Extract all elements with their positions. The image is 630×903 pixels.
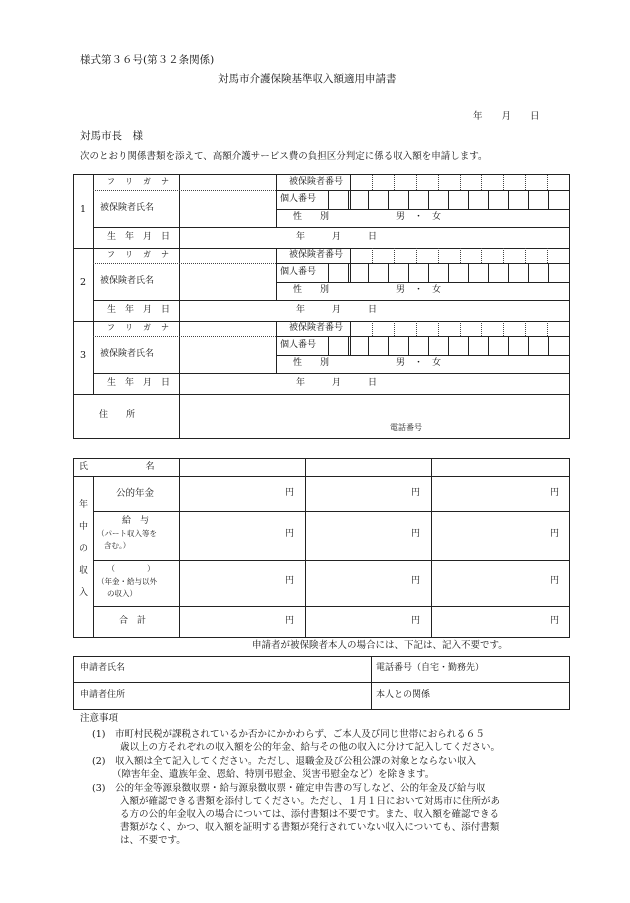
birth-date-value: 年 月 日 xyxy=(296,232,378,242)
salary-label: 給 与 xyxy=(122,516,150,526)
other-note-1: （年金・給与以外 xyxy=(97,577,157,586)
insured-number-label: 被保険者番号 xyxy=(289,323,344,333)
note-3b: 入額が確認できる書類を添付してください。ただし、１月１日において対馬市に住所があ xyxy=(120,796,501,807)
total-label: 合 計 xyxy=(119,616,147,626)
yen-unit: 円 xyxy=(411,576,421,586)
note-2b: （障害年金、遺族年金、恩給、特別弔慰金、災害弔慰金など）を除きます。 xyxy=(112,769,435,780)
applicant-phone-label: 電話番号（自宅・勤務先） xyxy=(376,663,485,673)
applicant-name-label: 申請者氏名 xyxy=(80,663,126,673)
intro-text: 次のとおり関係書類を添えて、高額介護サービス費の負担区分判定に係る収入額を申請します。 xyxy=(80,151,488,162)
addressee: 対馬市長 様 xyxy=(80,130,143,142)
personal-number-label: 個人番号 xyxy=(280,267,317,277)
date-line: 年 月 日 xyxy=(473,111,540,122)
income-side-char: 収 xyxy=(79,566,89,576)
form-title: 対馬市介護保険基準収入額適用申請書 xyxy=(218,73,397,85)
insured-persons-table xyxy=(73,174,570,439)
income-side-char: 年 xyxy=(79,500,89,510)
yen-unit: 円 xyxy=(550,576,560,586)
yen-unit: 円 xyxy=(285,616,295,626)
applicant-table xyxy=(73,656,570,710)
applicant-relation-label: 本人との関係 xyxy=(376,690,431,700)
birth-date-label: 生 年 月 日 xyxy=(107,378,171,388)
yen-unit: 円 xyxy=(411,616,421,626)
yen-unit: 円 xyxy=(411,529,421,539)
birth-date-label: 生 年 月 日 xyxy=(107,232,171,242)
other-label: （ ） xyxy=(107,564,155,573)
salary-note-2: 含む。） xyxy=(104,541,131,550)
gender-label: 性 別 xyxy=(293,285,330,295)
furigana-label: フ リ ガ ナ xyxy=(107,323,170,332)
birth-date-label: 生 年 月 日 xyxy=(107,305,171,315)
income-side-char: 中 xyxy=(79,522,89,532)
other-note-2: の収入） xyxy=(107,589,137,598)
applicant-address-label: 申請者住所 xyxy=(80,690,126,700)
note-1b: 歳以上の方それぞれの収入額を公的年金、給与その他の収入に分けて記入してください。 xyxy=(120,742,501,753)
yen-unit: 円 xyxy=(411,488,421,498)
personal-number-label: 個人番号 xyxy=(280,340,317,350)
yen-unit: 円 xyxy=(285,576,295,586)
birth-date-value: 年 月 日 xyxy=(296,305,378,315)
income-table xyxy=(73,458,570,638)
note-3a: (3) 公的年金等源泉徴収票・給与源泉徴収票・確定申告書の写しなど、公的年金及び給与収 xyxy=(92,783,486,794)
note-1a: (1) 市町村民税が課税されているか否かにかかわらず、ご本人及び同じ世帯におられる６５ xyxy=(92,729,485,740)
pension-label: 公的年金 xyxy=(116,488,155,499)
insured-number-label: 被保険者番号 xyxy=(289,177,344,187)
note-2a: (2) 収入額は全て記入してください。ただし、退職金及び公租公課の対象とならない収入 xyxy=(92,756,476,767)
note-3e: は、不要です。 xyxy=(120,835,186,846)
income-name-label: 氏 名 xyxy=(79,462,156,472)
yen-unit: 円 xyxy=(285,529,295,539)
phone-number-label: 電話番号 xyxy=(390,423,422,432)
yen-unit: 円 xyxy=(285,488,295,498)
insured-number-label: 被保険者番号 xyxy=(289,250,344,260)
birth-date-value: 年 月 日 xyxy=(296,378,378,388)
yen-unit: 円 xyxy=(550,488,560,498)
gender-label: 性 別 xyxy=(293,358,330,368)
note-3d: 書類がなく、かつ、収入額を証明する書類が発行されていない収入についても、添付書類 xyxy=(120,822,500,833)
salary-note-1: （パート収入等を xyxy=(97,529,157,538)
gender-label: 性 別 xyxy=(293,212,330,222)
gender-options: 男 ・ 女 xyxy=(396,358,442,368)
gender-options: 男 ・ 女 xyxy=(396,285,442,295)
income-side-char: の xyxy=(79,544,89,554)
insured-name-label: 被保険者氏名 xyxy=(100,276,155,286)
insured-name-label: 被保険者氏名 xyxy=(100,349,155,359)
note-3c: る方の公的年金収入の場合については、添付書類は不要です。また、収入額を確認できる xyxy=(120,809,500,820)
insured-row-number: 1 xyxy=(80,204,87,215)
applicant-note: 申請者が被保険者本人の場合には、下記は、記入不要です。 xyxy=(252,640,508,651)
insured-name-label: 被保険者氏名 xyxy=(100,203,155,213)
yen-unit: 円 xyxy=(550,529,560,539)
gender-options: 男 ・ 女 xyxy=(396,212,442,222)
address-label: 住 所 xyxy=(99,410,136,420)
personal-number-label: 個人番号 xyxy=(280,194,317,204)
insured-row-number: 3 xyxy=(80,350,87,361)
form-number: 様式第３６号(第３２条関係) xyxy=(80,54,215,66)
notes-heading: 注意事項 xyxy=(80,713,119,724)
furigana-label: フ リ ガ ナ xyxy=(107,250,170,259)
insured-row-number: 2 xyxy=(80,277,87,288)
furigana-label: フ リ ガ ナ xyxy=(107,177,170,186)
income-side-char: 入 xyxy=(79,588,89,598)
yen-unit: 円 xyxy=(550,616,560,626)
